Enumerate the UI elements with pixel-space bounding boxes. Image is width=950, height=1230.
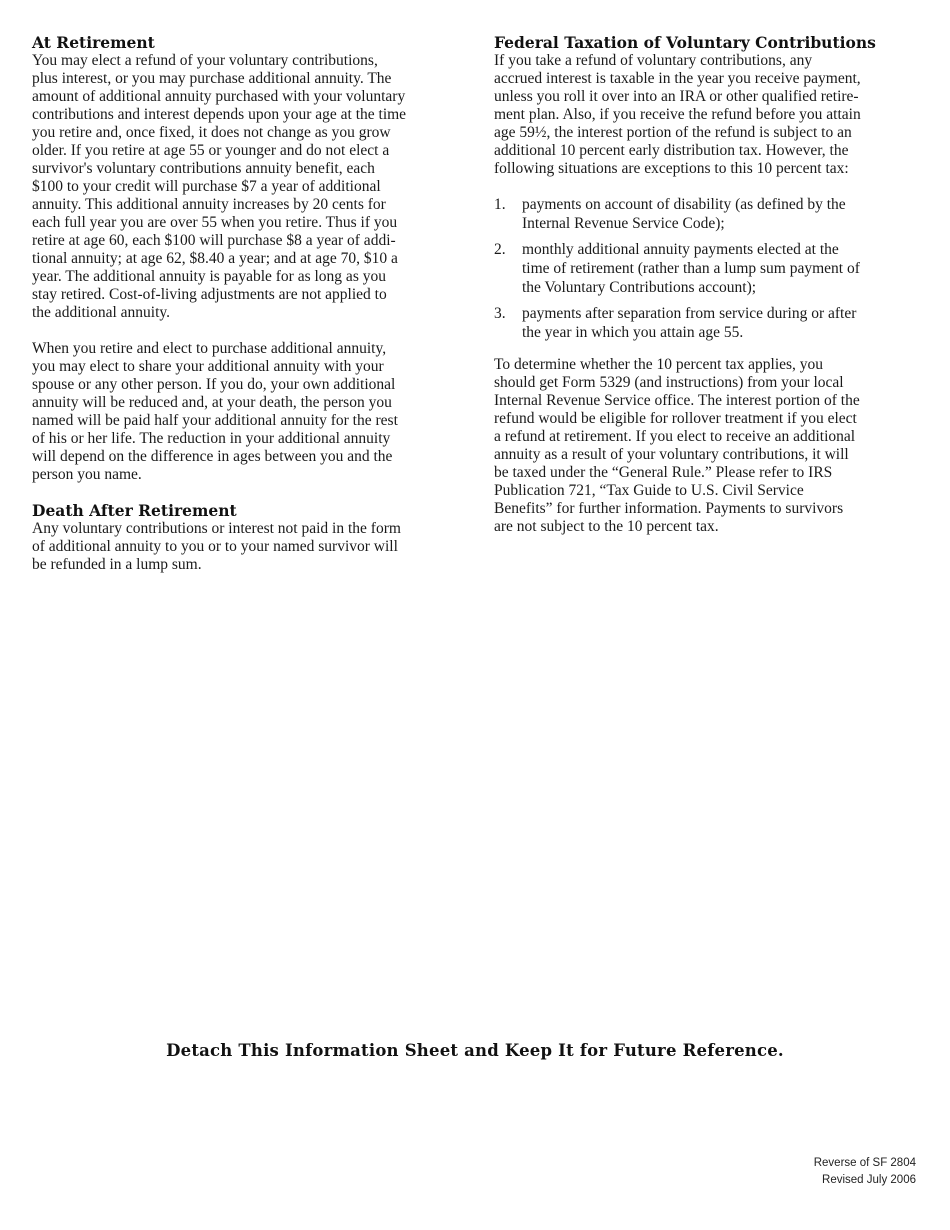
list-number: 1. xyxy=(494,196,506,213)
at-retirement-heading: At Retirement xyxy=(32,33,155,52)
death-after-retirement-heading: Death After Retirement xyxy=(32,501,237,520)
form-reference: Reverse of SF 2804 xyxy=(813,1157,916,1169)
form-footer xyxy=(814,1155,916,1189)
exceptions-list xyxy=(494,195,920,342)
federal-taxation-heading: Federal Taxation of Voluntary Contributions xyxy=(494,33,876,52)
right-column xyxy=(494,34,920,536)
list-item: 2. monthly additional annuity payments elected at the time of retirement (rather than a lump sum payment of the Voluntary Contributions account); xyxy=(494,241,860,296)
revision-date: Revised July 2006 xyxy=(822,1174,916,1186)
federal-taxation-paragraph: If you take a refund of voluntary contributions, any accrued interest is taxable in the year you receive payment, unless you roll it over into an IRA or other qualified retire- ment plan. Also, if you receive the refund before you attain age 59½, the interest portion of the refund is subject to an additional 10 percent early distribution tax. However, the following situations are exceptions to this 10 percent tax: xyxy=(494,52,861,177)
share-annuity-paragraph: When you retire and elect to purchase additional annuity, you may elect to share your additional annuity with your spouse or any other person. If you do, your own additional annuity will be reduced and, at your death, the person you named will be paid half your additional annuity for the rest of his or her life. The reduction in your additional annuity will depend on the difference in ages between you and the person you name. xyxy=(32,340,398,483)
death-after-retirement-paragraph: Any voluntary contributions or interest not paid in the form of additional annuity to you or to your named survivor will be refunded in a lump sum. xyxy=(32,520,401,573)
list-item: 3. payments after separation from service during or after the year in which you attain age 55. xyxy=(494,305,857,341)
determine-tax-paragraph: To determine whether the 10 percent tax applies, you should get Form 5329 (and instructions) from your local Internal Revenue Service office. The interest portion of the refund would be eligible for rollover treatment if you elect a refund at retirement. If you elect to receive an additional annuity as a result of your voluntary contributions, it will be taxed under the “General Rule.” Please refer to IRS Publication 721, “Tax Guide to U.S. Civil Service Benefits” for further information. Payments to survivors are not subject to the 10 percent tax. xyxy=(494,356,860,535)
detach-notice: Detach This Information Sheet and Keep It for Future Reference. xyxy=(166,1041,784,1060)
list-number: 3. xyxy=(494,305,506,322)
left-column xyxy=(32,34,468,574)
list-item: 1. payments on account of disability (as defined by the Internal Revenue Service Code); xyxy=(494,196,846,232)
at-retirement-paragraph: You may elect a refund of your voluntary contributions, plus interest, or you may purchase additional annuity. The amount of additional annuity purchased with your voluntary contributions and interest depends upon your age at the time you retire and, once fixed, it does not change as you grow older. If you retire at age 55 or younger and do not elect a survivor's voluntary contributions annuity benefit, each $100 to your credit will purchase $7 a year of additional annuity. This additional annuity increases by 20 cents for each full year you are over 55 when you retire. Thus if you retire at age 60, each $100 will purchase $8 a year of addi- tional annuity; at age 62, $8.40 a year; and at age 70, $10 a year. The additional annuity is payable for as long as you stay retired. Cost-of-living adjustments are not applied to the additional annuity. xyxy=(32,52,407,321)
list-number: 2. xyxy=(494,241,506,258)
